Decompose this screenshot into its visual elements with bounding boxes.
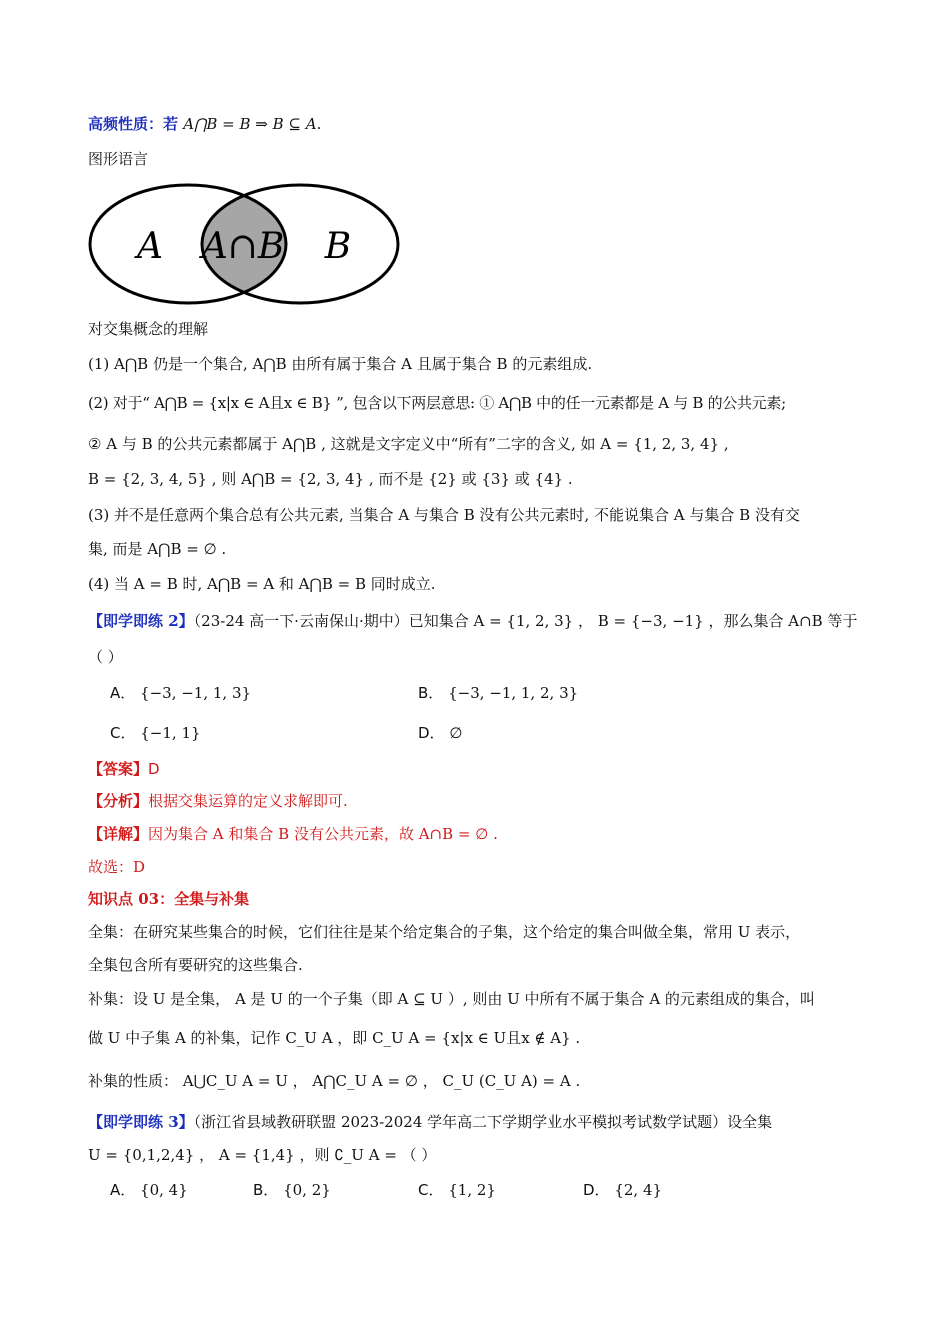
high-freq-label: 高频性质：若: [88, 115, 184, 133]
ex3-option-c-label: C．: [418, 1181, 444, 1199]
option-c-label: C．: [110, 724, 136, 742]
venn-label-intersection: A∩B: [201, 226, 285, 267]
option-a-label: A．: [110, 684, 136, 702]
ex3-option-c-value: {1, 2}: [448, 1181, 496, 1199]
option-b-label: B．: [418, 684, 444, 702]
exercise-3-text: （浙江省县域教研联盟 2023-2024 学年高二下学期学业水平模拟考试数学试题）设全集: [193, 1113, 773, 1131]
exercise-2-answer: [88, 758, 160, 780]
high-freq-formula: A⋂B = B ⇒ B ⊆ A: [183, 115, 317, 133]
exercise-3-question: [88, 1111, 772, 1133]
point-2: (2) 对于“ A⋂B = {x|x ∈ A且x ∈ B} ”, 包含以下两层意思: ① A⋂B 中的任一元素都是 A 与 B 的公共元素;: [88, 394, 786, 412]
high-freq-end: .: [316, 115, 322, 133]
venn-label-a: A: [137, 226, 163, 267]
point-2-example: B = {2, 3, 4, 5} , 则 A⋂B = {2, 3, 4} , 而不是 {2} 或 {3} 或 {4} .: [88, 470, 573, 488]
analysis-text: 根据交集运算的定义求解即可.: [148, 792, 348, 810]
detail-text: 因为集合 A 和集合 B 没有公共元素，故 A∩B = ∅ .: [148, 825, 498, 843]
exercise-2-option-a[interactable]: [110, 682, 251, 704]
option-d-label: D．: [418, 724, 445, 742]
point-2-continued: ② A 与 B 的公共元素都属于 A⋂B , 这就是文字定义中“所有”二字的含义, 如 A = {1, 2, 3, 4} ,: [88, 435, 729, 453]
graph-language-heading: 图形语言: [88, 150, 149, 168]
exercise-2-choose: 故选：D: [88, 858, 146, 876]
exercise-2-detail: [88, 823, 498, 845]
exercise-2-paren: （ ）: [88, 648, 123, 666]
exercise-3-text-2: U = {0,1,2,4} ， A = {1,4} ，则 ∁_U A = （ ）: [88, 1146, 437, 1164]
exercise-3-option-b[interactable]: [253, 1179, 331, 1201]
ex3-option-d-value: {2, 4}: [614, 1181, 663, 1199]
complement-definition: 补集：设 U 是全集， A 是 U 的一个子集（即 A ⊆ U ）, 则由 U 中所有不属于集合 A 的元素组成的集合，叫: [88, 990, 815, 1008]
universal-set-definition-2: 全集包含所有要研究的这些集合.: [88, 956, 303, 974]
answer-tag: 【答案】: [88, 760, 149, 778]
option-b-value: {−3, −1, 1, 2, 3}: [448, 684, 579, 702]
ex3-option-a-value: {0, 4}: [140, 1181, 188, 1199]
universal-set-definition: 全集：在研究某些集合的时候，它们往往是某个给定集合的子集，这个给定的集合叫做全集，常用 U 表示，: [88, 923, 801, 941]
exercise-3-option-d[interactable]: [583, 1179, 662, 1201]
exercise-2-question: [88, 610, 857, 632]
point-3: (3) 并不是任意两个集合总有公共元素, 当集合 A 与集合 B 没有公共元素时, 不能说集合 A 与集合 B 没有交: [88, 506, 800, 524]
ex3-option-b-label: B．: [253, 1181, 279, 1199]
exercise-2-tag: 【即学即练 2】: [88, 612, 194, 630]
exercise-3-tag: 【即学即练 3】: [88, 1113, 194, 1131]
venn-label-b: B: [324, 226, 352, 267]
complement-properties: 补集的性质： A⋃C_U A = U ， A⋂C_U A = ∅ ， C_U (C_U A) = A .: [88, 1072, 581, 1090]
exercise-2-option-b[interactable]: [418, 682, 578, 704]
point-3-continued: 集, 而是 A⋂B = ∅ .: [88, 540, 227, 558]
exercise-3-option-a[interactable]: [110, 1179, 188, 1201]
venn-diagram: [88, 182, 408, 306]
exercise-2-analysis: [88, 790, 348, 812]
point-1: (1) A⋂B 仍是一个集合, A⋂B 由所有属于集合 A 且属于集合 B 的元素组成.: [88, 355, 593, 373]
complement-definition-2: 做 U 中子集 A 的补集，记作 C_U A ，即 C_U A = {x|x ∈ U且x ∉ A} .: [88, 1029, 581, 1047]
ex3-option-b-value: {0, 2}: [283, 1181, 331, 1199]
point-4: (4) 当 A = B 时, A⋂B = A 和 A⋂B = B 同时成立.: [88, 575, 436, 593]
understanding-heading: 对交集概念的理解: [88, 320, 209, 338]
exercise-2-option-c[interactable]: [110, 722, 201, 744]
exercise-2-option-d[interactable]: [418, 722, 462, 744]
knowledge-point-3-title: 知识点 03：全集与补集: [88, 890, 250, 908]
ex3-option-d-label: D．: [583, 1181, 610, 1199]
option-a-value: {−3, −1, 1, 3}: [140, 684, 252, 702]
answer-value: D: [148, 760, 160, 778]
detail-tag: 【详解】: [88, 825, 149, 843]
exercise-3-option-c[interactable]: [418, 1179, 496, 1201]
exercise-2-text: （23-24 高一下·云南保山·期中）已知集合 A = {1, 2, 3} ， B = {−3, −1} ，那么集合 A∩B 等于: [193, 612, 858, 630]
option-c-value: {−1, 1}: [140, 724, 201, 742]
ex3-option-a-label: A．: [110, 1181, 136, 1199]
analysis-tag: 【分析】: [88, 792, 149, 810]
high-frequency-property: [88, 113, 321, 135]
option-d-value: ∅: [449, 724, 463, 742]
